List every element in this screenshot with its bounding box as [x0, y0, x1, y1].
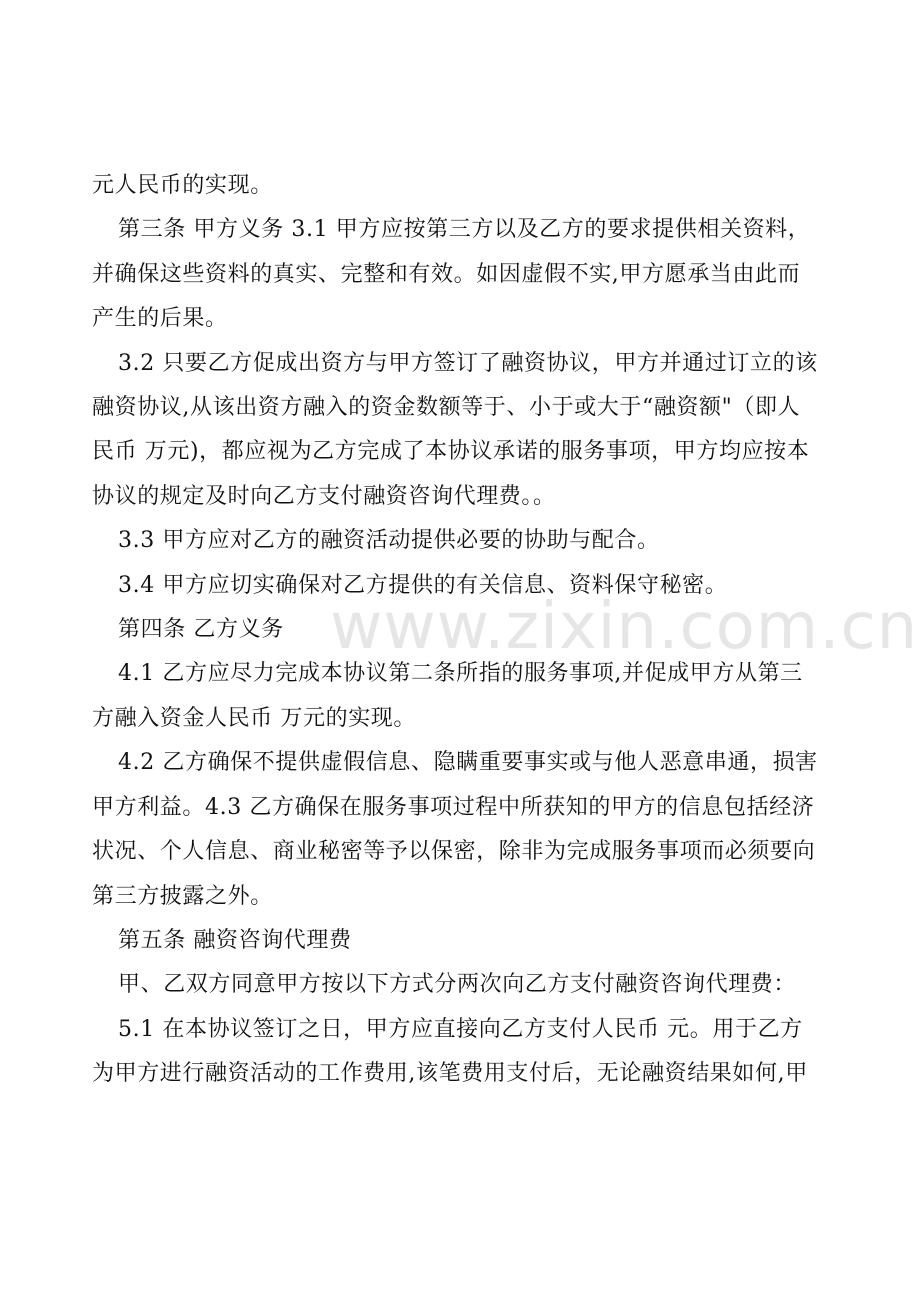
document-line: 4.2 乙方确保不提供虚假信息、隐瞒重要事实或与他人恶意串通，损害 — [118, 750, 818, 776]
document-line: 状况、个人信息、商业秘密等予以保密，除非为完成服务事项而必须要向 — [92, 839, 816, 865]
document-line: 为甲方进行融资活动的工作费用,该笔费用支付后，无论融资结果如何,甲 — [92, 1061, 808, 1087]
document-line: 5.1 在本协议签订之日，甲方应直接向乙方支付人民币 元。用于乙方 — [118, 1016, 803, 1042]
document-line: 4.1 乙方应尽力完成本协议第二条所指的服务事项,并促成甲方从第三 — [118, 661, 803, 687]
document-line: 第四条 乙方义务 — [118, 617, 284, 643]
document-line: 第五条 融资咨询代理费 — [118, 927, 352, 953]
document-line: 方融入资金人民币 万元的实现。 — [92, 705, 416, 731]
document-line: 3.3 甲方应对乙方的融资活动提供必要的协助与配合。 — [118, 528, 660, 554]
watermark: www.zixin.com.cn — [330, 590, 919, 664]
document-body — [92, 164, 837, 1097]
document-line: 产生的后果。 — [92, 306, 228, 332]
document-line: 融资协议,从该出资方融入的资金数额等于、小于或大于“融资额"（即人 — [92, 395, 801, 421]
document-line: 第三条 甲方义务 3.1 甲方应按第三方以及乙方的要求提供相关资料， — [118, 217, 811, 243]
document-line: 第三方披露之外。 — [92, 883, 273, 909]
document-line: 甲、乙双方同意甲方按以下方式分两次向乙方支付融资咨询代理费： — [118, 972, 797, 998]
document-line: 并确保这些资料的真实、完整和有效。如因虚假不实,甲方愿承当由此而 — [92, 261, 801, 287]
document-line: 甲方利益。4.3 乙方确保在服务事项过程中所获知的甲方的信息包括经济 — [92, 794, 815, 820]
document-line: 3.2 只要乙方促成出资方与甲方签订了融资协议，甲方并通过订立的该 — [118, 350, 818, 376]
document-line: 民币 万元)，都应视为乙方完成了本协议承诺的服务事项，甲方均应按本 — [92, 439, 810, 465]
document-line: 协议的规定及时向乙方支付融资咨询代理费。。 — [92, 483, 556, 509]
document-line: 3.4 甲方应切实确保对乙方提供的有关信息、资料保守秘密。 — [118, 572, 728, 598]
document-line: 元人民币的实现。 — [92, 173, 273, 198]
